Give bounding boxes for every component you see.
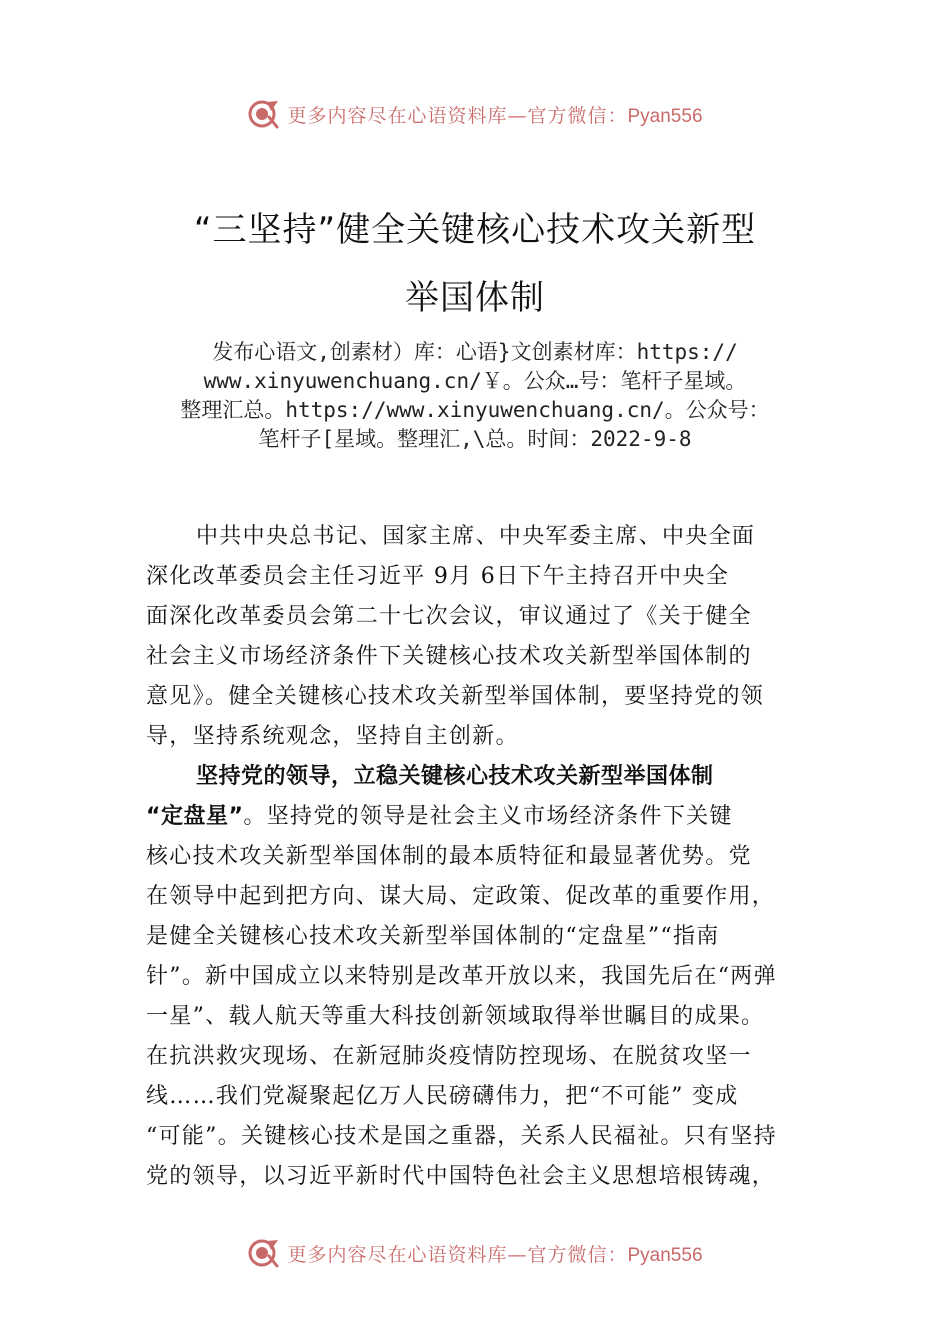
- article-body: [146, 517, 826, 1197]
- paragraph-1-line: 意见》。健全关键核心技术攻关新型举国体制，要坚持党的领: [146, 684, 765, 709]
- source-line: 笔杆子[星域。整理汇,\总。时间：2022-9-8: [258, 427, 692, 451]
- watermark-text: 更多内容尽在心语资料库—官方微信：Pyan556: [287, 104, 703, 127]
- watermark-text: 更多内容尽在心语资料库—官方微信：Pyan556: [287, 1243, 703, 1266]
- paragraph-2-line: 党的领导，以习近平新时代中国特色社会主义思想培根铸魂，: [146, 1164, 776, 1189]
- paragraph-2-line: 核心技术攻关新型举国体制的最本质特征和最显著优势。党: [146, 844, 752, 869]
- source-info: [110, 338, 840, 454]
- paragraph-1-line: 导，坚持系统观念，坚持自主创新。: [146, 724, 519, 749]
- paragraph-1-line: 深化改革委员会主任习近平 9月 6日下午主持召开中央全: [146, 564, 730, 589]
- wechat-id: Pyan556: [627, 105, 703, 127]
- paragraph-1-line: 面深化改革委员会第二十七次会议，审议通过了《关于健全: [146, 604, 752, 629]
- paragraph-2-line: 一星”、载人航天等重大科技创新领域取得举世瞩目的成果。: [146, 1004, 765, 1029]
- wechat-id: Pyan556: [627, 1244, 703, 1266]
- document-title-line-2: 举国体制: [405, 278, 545, 318]
- pen-seal-logo-icon: [247, 97, 281, 131]
- paragraph-2-line: 是健全关键核心技术攻关新型举国体制的“定盘星”“指南: [146, 924, 720, 949]
- section-heading: [146, 757, 826, 797]
- source-line: www.xinyuwenchuang.cn/￥。公众…号：笔杆子星域。: [203, 369, 747, 393]
- source-line: 发布心语文,创素材）库：心语}文创素材库：https://: [212, 340, 738, 364]
- paragraph-2-line: 线……我们党凝聚起亿万人民磅礴伟力，把“不可能” 变成: [146, 1084, 739, 1109]
- heading-keyword: “定盘星”: [146, 804, 244, 829]
- paragraph-2-line: “可能”。关键核心技术是国之重器，关系人民福祉。只有坚持: [146, 1124, 777, 1149]
- paragraph-2-line: “定盘星”。坚持党的领导是社会主义市场经济条件下关键: [146, 804, 733, 829]
- header-watermark-banner: [0, 94, 950, 134]
- section-heading-text: 坚持党的领导，立稳关键核心技术攻关新型举国体制: [196, 764, 714, 789]
- paragraph-1-line: 社会主义市场经济条件下关键核心技术攻关新型举国体制的: [146, 644, 752, 669]
- paragraph-1-line: 中共中央总书记、国家主席、中央军委主席、中央全面: [196, 524, 756, 549]
- footer-watermark-banner: [0, 1233, 950, 1273]
- pen-seal-logo-icon: [247, 1236, 281, 1270]
- paragraph-2-line: 针”。新中国成立以来特别是改革开放以来，我国先后在“两弹: [146, 964, 777, 989]
- paragraph-2-line: 在领导中起到把方向、谋大局、定政策、促改革的重要作用，: [146, 884, 776, 909]
- source-line: 整理汇总。https://www.xinyuwenchuang.cn/。公众号：: [180, 398, 770, 422]
- paragraph-2-line: 在抗洪救灾现场、在新冠肺炎疫情防控现场、在脱贫攻坚一: [146, 1044, 752, 1069]
- document-title-line-1: “三坚持”健全关键核心技术攻关新型: [193, 210, 757, 250]
